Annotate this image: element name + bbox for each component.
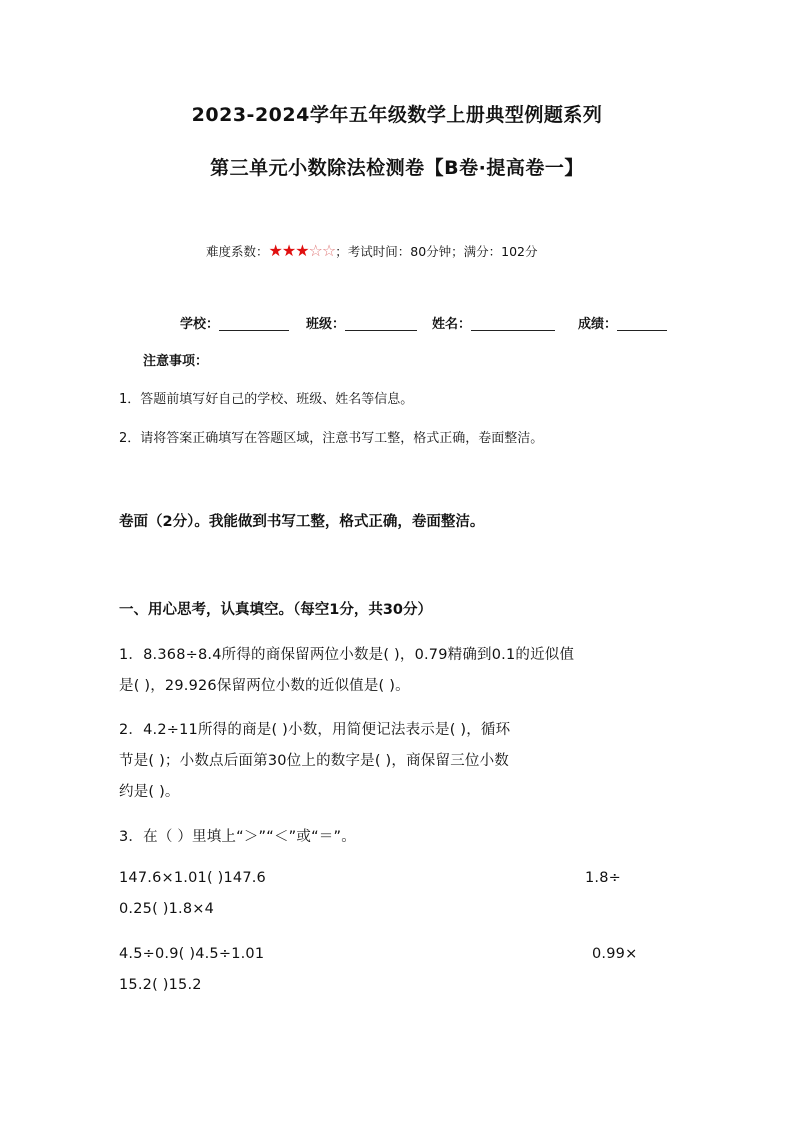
- note-item-1: 1．答题前填写好自己的学校、班级、姓名等信息。: [119, 392, 414, 407]
- question-3-heading: 3．在（ ）里填上“＞”“＜”或“＝”。: [119, 829, 356, 845]
- score-field: [578, 313, 667, 332]
- score-label: 成绩：: [578, 317, 618, 332]
- compare-item-b-end: 0.25( )1.8×4: [119, 901, 215, 917]
- neatness-statement: 卷面（2分）。我能做到书写工整，格式正确，卷面整洁。: [119, 514, 485, 530]
- class-blank[interactable]: [345, 316, 417, 331]
- school-field: [180, 313, 289, 332]
- name-label: 姓名：: [432, 317, 472, 332]
- class-field: [306, 313, 417, 332]
- compare-item-d-end: 15.2( )15.2: [119, 977, 202, 993]
- school-label: 学校：: [180, 317, 220, 332]
- filled-star-icon: ★★★: [268, 241, 309, 260]
- class-label: 班级：: [306, 317, 346, 332]
- difficulty-stars: [269, 241, 336, 260]
- question-2-line-2: 节是( )；小数点后面第30位上的数字是( )，商保留三位小数: [119, 753, 509, 769]
- question-2-line-3: 约是( )。: [119, 784, 180, 800]
- name-blank[interactable]: [471, 316, 555, 331]
- note-item-2: 2．请将答案正确填写在答题区域，注意书写工整，格式正确，卷面整洁。: [119, 431, 544, 446]
- compare-item-c: 4.5÷0.9( )4.5÷1.01: [119, 946, 265, 962]
- name-field: [432, 313, 555, 332]
- compare-item-a: 147.6×1.01( )147.6: [119, 870, 266, 886]
- school-blank[interactable]: [219, 316, 289, 331]
- compare-item-d-start: 0.99×: [592, 946, 638, 962]
- empty-star-icon: ☆☆: [308, 241, 336, 260]
- notes-heading: 注意事项：: [143, 354, 209, 369]
- difficulty-label: 难度系数：: [206, 244, 269, 259]
- page-subtitle: 第三单元小数除法检测卷【B卷·提高卷一】: [210, 157, 584, 179]
- question-1-line-1: 1．8.368÷8.4所得的商保留两位小数是( )，0.79精确到0.1的近似值: [119, 647, 575, 663]
- section-heading: 一、用心思考，认真填空。（每空1分，共30分）: [119, 602, 433, 618]
- question-2-line-1: 2．4.2÷11所得的商是( )小数，用简便记法表示是( )，循环: [119, 722, 511, 738]
- score-blank[interactable]: [617, 316, 667, 331]
- page-title: 2023-2024学年五年级数学上册典型例题系列: [191, 104, 603, 126]
- time-score-text: ；考试时间：80分钟；满分：102分: [335, 244, 538, 259]
- question-1-line-2: 是( )，29.926保留两位小数的近似值是( )。: [119, 678, 410, 694]
- exam-meta: [206, 241, 538, 260]
- compare-item-b-start: 1.8÷: [585, 870, 622, 886]
